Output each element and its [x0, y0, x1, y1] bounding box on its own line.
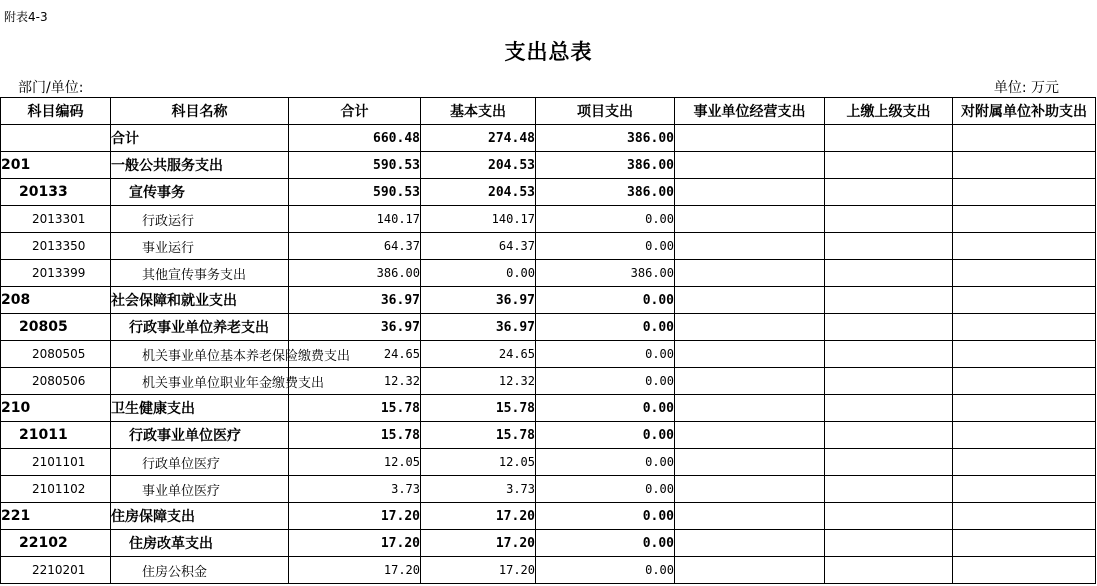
cell-upper[interactable] [825, 557, 953, 584]
cell-business[interactable] [675, 476, 825, 503]
col-header-project[interactable]: 项目支出 [536, 98, 675, 125]
table-row [1, 503, 1096, 530]
cell-total[interactable]: 24.65 [289, 341, 421, 368]
cell-basic[interactable]: 17.20 [421, 530, 536, 557]
cell-code[interactable]: 20133 [1, 179, 111, 206]
table-row [1, 179, 1096, 206]
cell-total[interactable]: 140.17 [289, 206, 421, 233]
cell-name[interactable]: 其他宣传事务支出 [111, 260, 289, 287]
cell-name[interactable]: 宣传事务 [111, 179, 289, 206]
expenditure-table [0, 97, 1096, 584]
cell-project[interactable]: 386.00 [536, 260, 675, 287]
cell-subsidy[interactable] [953, 341, 1096, 368]
table-row [1, 314, 1096, 341]
cell-project[interactable]: 0.00 [536, 287, 675, 314]
cell-business[interactable] [675, 233, 825, 260]
cell-project[interactable]: 386.00 [536, 125, 675, 152]
table-row [1, 260, 1096, 287]
cell-subsidy[interactable] [953, 233, 1096, 260]
cell-basic[interactable]: 140.17 [421, 206, 536, 233]
cell-project[interactable]: 0.00 [536, 314, 675, 341]
cell-project[interactable]: 0.00 [536, 503, 675, 530]
cell-code[interactable]: 21011 [1, 422, 111, 449]
cell-total[interactable]: 64.37 [289, 233, 421, 260]
cell-total[interactable]: 15.78 [289, 422, 421, 449]
cell-subsidy[interactable] [953, 395, 1096, 422]
table-row [1, 125, 1096, 152]
cell-project[interactable]: 0.00 [536, 422, 675, 449]
cell-basic[interactable]: 17.20 [421, 503, 536, 530]
cell-business[interactable] [675, 179, 825, 206]
cell-business[interactable] [675, 125, 825, 152]
cell-code[interactable]: 2101102 [1, 476, 111, 503]
cell-name[interactable]: 行政运行 [111, 206, 289, 233]
cell-name[interactable]: 卫生健康支出 [111, 395, 289, 422]
cell-total[interactable]: 36.97 [289, 287, 421, 314]
cell-business[interactable] [675, 449, 825, 476]
cell-business[interactable] [675, 206, 825, 233]
cell-basic[interactable]: 24.65 [421, 341, 536, 368]
cell-code[interactable]: 2013399 [1, 260, 111, 287]
cell-name[interactable]: 社会保障和就业支出 [111, 287, 289, 314]
cell-total[interactable]: 17.20 [289, 530, 421, 557]
cell-code[interactable] [1, 125, 111, 152]
cell-name[interactable]: 事业单位医疗 [111, 476, 289, 503]
table-row [1, 449, 1096, 476]
table-row [1, 233, 1096, 260]
cell-subsidy[interactable] [953, 449, 1096, 476]
cell-code[interactable]: 201 [1, 152, 111, 179]
cell-basic[interactable]: 3.73 [421, 476, 536, 503]
cell-name[interactable]: 住房公积金 [111, 557, 289, 584]
cell-upper[interactable] [825, 287, 953, 314]
cell-subsidy[interactable] [953, 503, 1096, 530]
cell-subsidy[interactable] [953, 314, 1096, 341]
cell-total[interactable]: 12.32 [289, 368, 421, 395]
cell-business[interactable] [675, 395, 825, 422]
table-row [1, 557, 1096, 584]
cell-subsidy[interactable] [953, 557, 1096, 584]
cell-total[interactable]: 15.78 [289, 395, 421, 422]
cell-project[interactable]: 0.00 [536, 476, 675, 503]
cell-name[interactable]: 行政事业单位医疗 [111, 422, 289, 449]
cell-name[interactable]: 行政单位医疗 [111, 449, 289, 476]
cell-name[interactable]: 行政事业单位养老支出 [111, 314, 289, 341]
cell-business[interactable] [675, 503, 825, 530]
table-row [1, 476, 1096, 503]
attachment-label: 附表4-3 [4, 10, 48, 24]
cell-business[interactable] [675, 314, 825, 341]
col-header-name[interactable]: 科目名称 [111, 98, 289, 125]
cell-basic[interactable]: 17.20 [421, 557, 536, 584]
cell-project[interactable]: 0.00 [536, 233, 675, 260]
cell-business[interactable] [675, 260, 825, 287]
cell-code[interactable]: 2013350 [1, 233, 111, 260]
cell-subsidy[interactable] [953, 422, 1096, 449]
cell-subsidy[interactable] [953, 476, 1096, 503]
cell-subsidy[interactable] [953, 152, 1096, 179]
cell-project[interactable]: 386.00 [536, 152, 675, 179]
cell-upper[interactable] [825, 476, 953, 503]
cell-upper[interactable] [825, 260, 953, 287]
cell-upper[interactable] [825, 341, 953, 368]
cell-code[interactable]: 2013301 [1, 206, 111, 233]
cell-total[interactable]: 17.20 [289, 503, 421, 530]
cell-upper[interactable] [825, 449, 953, 476]
cell-upper[interactable] [825, 395, 953, 422]
table-row [1, 422, 1096, 449]
table-row [1, 341, 1096, 368]
cell-code[interactable]: 208 [1, 287, 111, 314]
cell-basic[interactable]: 0.00 [421, 260, 536, 287]
department-label: 部门/单位: [18, 80, 84, 96]
table-row [1, 152, 1096, 179]
cell-total[interactable]: 590.53 [289, 179, 421, 206]
cell-business[interactable] [675, 422, 825, 449]
cell-subsidy[interactable] [953, 125, 1096, 152]
cell-business[interactable] [675, 341, 825, 368]
cell-subsidy[interactable] [953, 287, 1096, 314]
cell-basic[interactable]: 204.53 [421, 152, 536, 179]
cell-business[interactable] [675, 287, 825, 314]
col-header-total[interactable]: 合计 [289, 98, 421, 125]
cell-total[interactable]: 386.00 [289, 260, 421, 287]
cell-upper[interactable] [825, 233, 953, 260]
cell-business[interactable] [675, 530, 825, 557]
cell-basic[interactable]: 36.97 [421, 287, 536, 314]
table-row [1, 368, 1096, 395]
cell-total[interactable]: 17.20 [289, 557, 421, 584]
col-header-business[interactable]: 事业单位经营支出 [675, 98, 825, 125]
cell-basic[interactable]: 64.37 [421, 233, 536, 260]
cell-subsidy[interactable] [953, 368, 1096, 395]
cell-name[interactable]: 住房改革支出 [111, 530, 289, 557]
col-header-upper[interactable]: 上缴上级支出 [825, 98, 953, 125]
cell-code[interactable]: 2080505 [1, 341, 111, 368]
cell-project[interactable]: 386.00 [536, 179, 675, 206]
cell-upper[interactable] [825, 206, 953, 233]
cell-total[interactable]: 36.97 [289, 314, 421, 341]
cell-basic[interactable]: 15.78 [421, 395, 536, 422]
cell-upper[interactable] [825, 125, 953, 152]
cell-upper[interactable] [825, 368, 953, 395]
col-header-code[interactable]: 科目编码 [1, 98, 111, 125]
cell-basic[interactable]: 15.78 [421, 422, 536, 449]
cell-total[interactable]: 12.05 [289, 449, 421, 476]
table-row [1, 395, 1096, 422]
table-row [1, 530, 1096, 557]
cell-business[interactable] [675, 557, 825, 584]
cell-basic[interactable]: 204.53 [421, 179, 536, 206]
cell-business[interactable] [675, 368, 825, 395]
cell-name[interactable]: 合计 [111, 125, 289, 152]
cell-code[interactable]: 2101101 [1, 449, 111, 476]
cell-code[interactable]: 221 [1, 503, 111, 530]
cell-name[interactable]: 住房保障支出 [111, 503, 289, 530]
cell-basic[interactable]: 12.32 [421, 368, 536, 395]
cell-project[interactable]: 0.00 [536, 557, 675, 584]
cell-project[interactable]: 0.00 [536, 341, 675, 368]
cell-business[interactable] [675, 152, 825, 179]
cell-subsidy[interactable] [953, 206, 1096, 233]
cell-project[interactable]: 0.00 [536, 368, 675, 395]
cell-name[interactable]: 机关事业单位基本养老保险缴费支出 [111, 341, 289, 368]
cell-subsidy[interactable] [953, 530, 1096, 557]
table-row [1, 206, 1096, 233]
col-header-basic[interactable]: 基本支出 [421, 98, 536, 125]
cell-subsidy[interactable] [953, 260, 1096, 287]
cell-code[interactable]: 20805 [1, 314, 111, 341]
cell-upper[interactable] [825, 179, 953, 206]
cell-basic[interactable]: 274.48 [421, 125, 536, 152]
cell-project[interactable]: 0.00 [536, 449, 675, 476]
cell-upper[interactable] [825, 422, 953, 449]
cell-project[interactable]: 0.00 [536, 530, 675, 557]
cell-total[interactable]: 660.48 [289, 125, 421, 152]
cell-total[interactable]: 3.73 [289, 476, 421, 503]
cell-name[interactable]: 一般公共服务支出 [111, 152, 289, 179]
cell-upper[interactable] [825, 152, 953, 179]
unit-label: 单位: 万元 [993, 80, 1059, 96]
cell-basic[interactable]: 12.05 [421, 449, 536, 476]
cell-basic[interactable]: 36.97 [421, 314, 536, 341]
table-row [1, 287, 1096, 314]
table-header-row [1, 98, 1096, 125]
cell-code[interactable]: 22102 [1, 530, 111, 557]
cell-name[interactable]: 事业运行 [111, 233, 289, 260]
cell-upper[interactable] [825, 530, 953, 557]
cell-total[interactable]: 590.53 [289, 152, 421, 179]
cell-code[interactable]: 2080506 [1, 368, 111, 395]
cell-subsidy[interactable] [953, 179, 1096, 206]
cell-upper[interactable] [825, 503, 953, 530]
page-title: 支出总表 [504, 40, 593, 64]
cell-code[interactable]: 2210201 [1, 557, 111, 584]
cell-code[interactable]: 210 [1, 395, 111, 422]
cell-project[interactable]: 0.00 [536, 206, 675, 233]
cell-name[interactable]: 机关事业单位职业年金缴费支出 [111, 368, 289, 395]
col-header-subsidy[interactable]: 对附属单位补助支出 [953, 98, 1096, 125]
cell-project[interactable]: 0.00 [536, 395, 675, 422]
cell-upper[interactable] [825, 314, 953, 341]
